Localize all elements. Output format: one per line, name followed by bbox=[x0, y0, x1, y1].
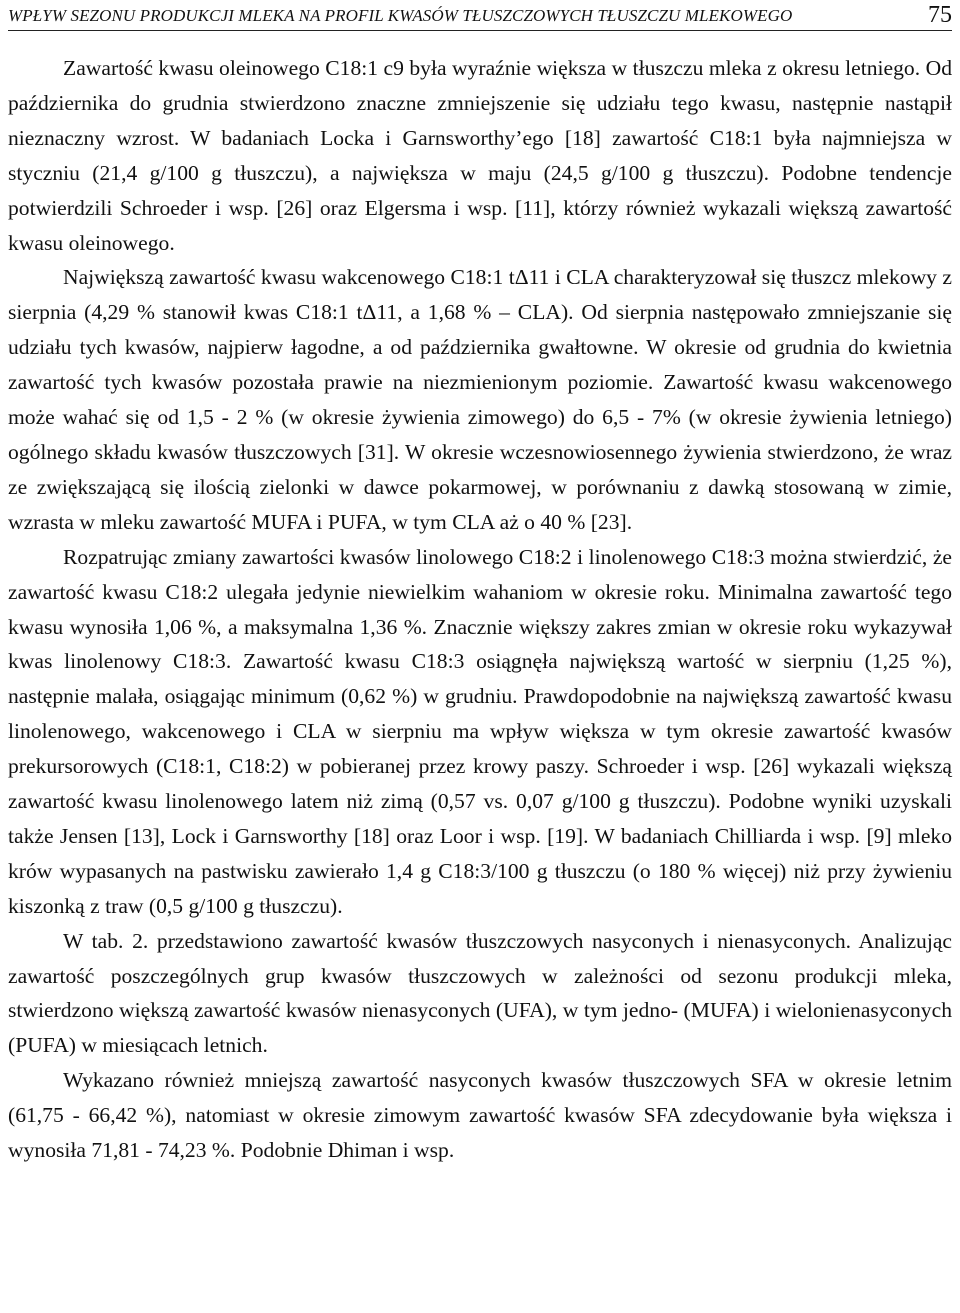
running-title: WPŁYW SEZONU PRODUKCJI MLEKA NA PROFIL KWASÓW TŁUSZCZOWYCH TŁUSZCZU MLEKOWEGO bbox=[8, 6, 793, 25]
running-header bbox=[8, 2, 952, 31]
body-text bbox=[8, 51, 952, 1168]
page-number: 75 bbox=[928, 2, 952, 28]
paragraph-vaccenic-acid-cla: Największą zawartość kwasu wakcenowego C18:1 tΔ11 i CLA charakteryzował się tłuszcz mlekowy z sierpnia (4,29 % stanowił kwas C18:1 tΔ11, a 1,68 % – CLA). Od sierpnia następowało zmniejszanie się udziału tych kwasów, najpierw łagodne, a od października gwałtowne. W okresie od grudnia do kwietnia zawartość tych kwasów pozostała prawie na niezmienionym poziomie. Zawartość kwasu wakcenowego może wahać się od 1,5 - 2 % (w okresie żywienia zimowego) do 6,5 - 7% (w okresie żywienia letniego) ogólnego składu kwasów tłuszczowych [31]. W okresie wczesnowiosennego żywienia stwierdzono, że wraz ze zwiększającą się ilością zielonki w dawce pokarmowej, w porównaniu z dawką stosowaną w zimie, wzrasta w mleku zawartość MUFA i PUFA, w tym CLA aż o 40 % [23]. bbox=[8, 265, 952, 534]
paragraph-table-2: W tab. 2. przedstawiono zawartość kwasów tłuszczowych nasyconych i nienasyconych. Analizując zawartość poszczególnych grup kwasów tłuszczowych w zależności od sezonu produkcji mleka, stwierdzono większą zawartość kwasów nienasyconych (UFA), w tym jedno- (MUFA) i wielonienasyconych (PUFA) w miesiącach letnich. bbox=[8, 928, 952, 1058]
paragraph-oleic-acid: Zawartość kwasu oleinowego C18:1 c9 była wyraźnie większa w tłuszczu mleka z okresu letniego. Od października do grudnia stwierdzono znaczne zmniejszenie się udziału tego kwasu, następnie nastąpił nieznaczny wzrost. W badaniach Locka i Garnsworthy’ego [18] zawartość C18:1 była najmniejsza w styczniu (21,4 g/100 g tłuszczu), a największa w maju (24,5 g/100 g tłuszczu). Podobne tendencje potwierdzili Schroeder i wsp. [26] oraz Elgersma i wsp. [11], którzy również wykazali większą zawartość kwasu oleinowego. bbox=[8, 56, 952, 255]
paragraph-sfa: Wykazano również mniejszą zawartość nasyconych kwasów tłuszczowych SFA w okresie letnim (61,75 - 66,42 %), natomiast w okresie zimowym zawartość kwasów SFA zdecydowanie była większa i wynosiła 71,81 - 74,23 %. Podobnie Dhiman i wsp. bbox=[8, 1068, 952, 1163]
paragraph-linoleic-linolenic: Rozpatrując zmiany zawartości kwasów linolowego C18:2 i linolenowego C18:3 można stwierdzić, że zawartość kwasu C18:2 ulegała jedynie niewielkim wahaniom w okresie roku. Minimalna zawartość tego kwasu wynosiła 1,06 %, a maksymalna 1,36 %. Znacznie większy zakres zmian w okresie roku wykazywał kwas linolenowy C18:3. Zawartość kwasu C18:3 osiągnęła największą wartość w sierpniu (1,25 %), następnie malała, osiągając minimum (0,62 %) w grudniu. Prawdopodobnie na największą zawartość kwasu linolenowego, wakcenowego i CLA w sierpniu ma wpływ większa w tym okresie zawartość kwasów prekursorowych (C18:1, C18:2) w pobieranej przez krowy paszy. Schroeder i wsp. [26] wykazali większą zawartość kwasu linolenowego latem niż zimą (0,57 vs. 0,07 g/100 g tłuszczu). Podobne wyniki uzyskali także Jensen [13], Lock i Garnsworthy [18] oraz Loor i wsp. [19]. W badaniach Chilliarda i wsp. [9] mleko krów wypasanych na pastwisku zawierało 1,4 g C18:3/100 g tłuszczu (o 180 % więcej) niż przy żywieniu kiszonką z traw (0,5 g/100 g tłuszczu). bbox=[8, 544, 952, 918]
